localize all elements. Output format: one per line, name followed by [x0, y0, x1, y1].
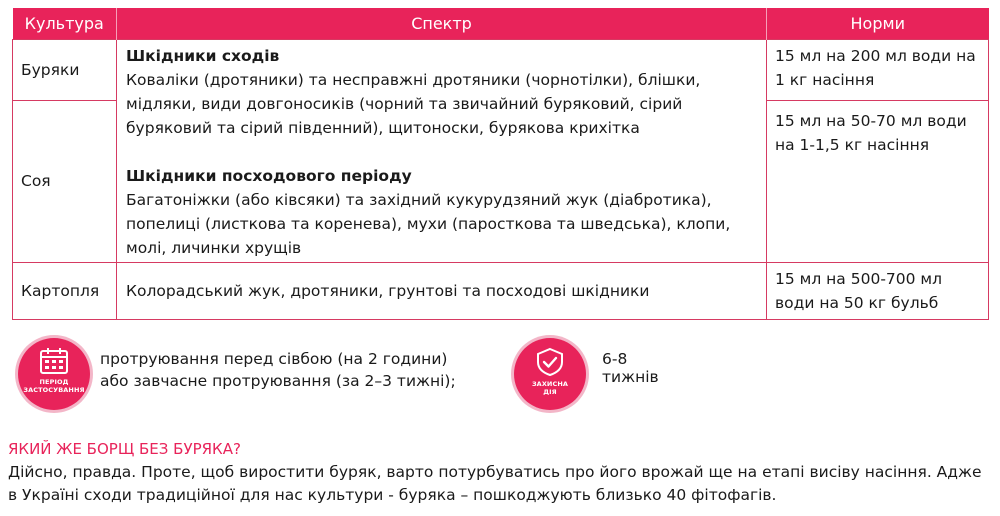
protection-badge: [514, 338, 586, 410]
spectrum-text-post-emergence-pests: Багатоніжки (або ківсяки) та західний кукурудзяний жук (діабротика), попелиці (листкова та коренева), мухи (паросткова та шведська), клопи, молі, личинки хрущів: [126, 191, 731, 257]
header-culture: Культура: [13, 8, 117, 40]
crop-buryaky: Буряки: [13, 40, 117, 101]
calendar-icon: [39, 347, 69, 375]
article-body: Дійсно, правда. Проте, щоб виростити буряк, варто потурбуватись про його врожай ще на етапі висіву насіння. Адже в Україні сходи традиційної для нас культури - буряка – пошкоджують близько 40 фітофагів.: [8, 463, 982, 504]
norm-kartoplia: 15 мл на 500-700 мл води на 50 кг бульб: [767, 263, 989, 320]
period-badge-label-1: ПЕРІОД: [39, 378, 69, 386]
norms-table: [12, 8, 989, 320]
period-badge: [18, 338, 90, 410]
crop-kartoplia: Картопля: [13, 263, 117, 320]
table-header-row: [13, 8, 989, 40]
spectrum-text-seedling-pests: Коваліки (дротяники) та несправжні дротяники (чорнотілки), блішки, мідляки, види довгоносиків (чорний та звичайний буряковий, сірий буряковий та сірий південний), щитоноски, бурякова крихітка: [126, 71, 701, 137]
period-text: [100, 348, 480, 392]
article-title: ЯКИЙ ЖЕ БОРЩ БЕЗ БУРЯКА?: [8, 440, 241, 458]
table-row-buryaky: [13, 40, 989, 101]
table-row-kartoplia: [13, 263, 989, 320]
norm-buryaky: 15 мл на 200 мл води на 1 кг насіння: [767, 40, 989, 101]
protection-text: 6-8 тижнів: [602, 350, 659, 386]
spectrum-heading-seedling-pests: Шкідники сходів: [126, 47, 280, 65]
period-text-line-1: протруювання перед сівбою (на 2 години): [100, 350, 448, 368]
spectrum-cell-pests: [117, 40, 767, 263]
period-text-line-2: або завчасне протруювання (за 2–3 тижні);: [100, 372, 456, 390]
protection-badge-label-1: ЗАХИСНА: [531, 380, 569, 388]
spectrum-heading-post-emergence-pests: Шкідники посходового періоду: [126, 167, 412, 185]
period-badge-label-2: ЗАСТОСУВАННЯ: [23, 386, 85, 394]
spectrum-kartoplia: Колорадський жук, дротяники, грунтові та посходові шкідники: [117, 263, 767, 320]
norm-soya: 15 мл на 50-70 мл води на 1-1,5 кг насіння: [767, 100, 989, 262]
shield-check-icon: [535, 347, 565, 377]
protection-badge-label-2: ДІЯ: [543, 388, 557, 396]
header-spectrum: Спектр: [117, 8, 767, 40]
crop-soya: Соя: [13, 100, 117, 262]
header-norms: Норми: [767, 8, 989, 40]
